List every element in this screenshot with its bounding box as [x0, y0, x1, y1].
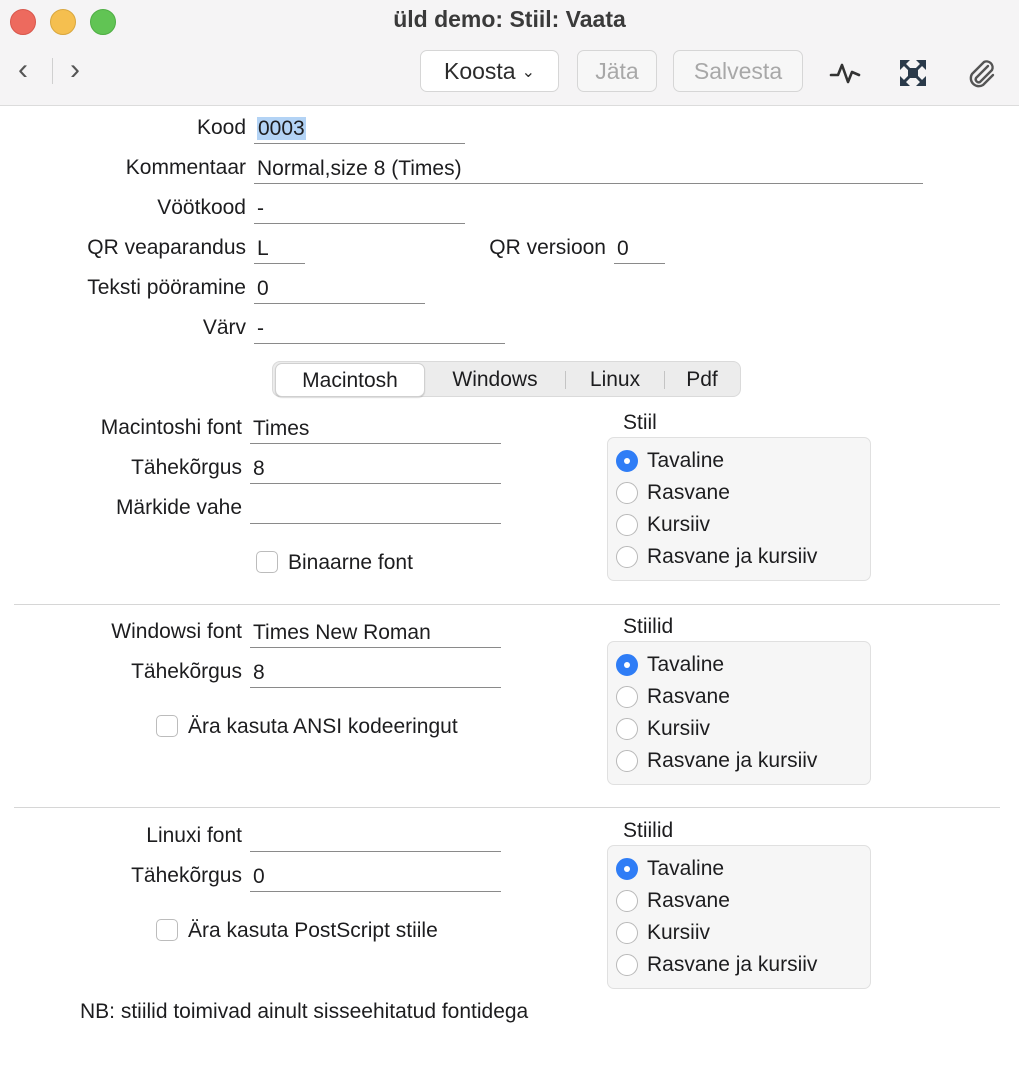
radio-label: Rasvane [647, 481, 730, 504]
checkbox-box[interactable] [156, 919, 178, 941]
macintosh-spacing-field[interactable] [250, 494, 501, 524]
linux-font-label: Linuxi font [146, 824, 242, 847]
windows-font-field[interactable]: Times New Roman [250, 618, 501, 648]
teksti-pooramine-label: Teksti pööramine [87, 276, 246, 299]
paperclip-icon[interactable] [964, 56, 998, 90]
tab-divider [565, 371, 566, 389]
qr-versioon-label: QR versioon [489, 236, 606, 259]
macintosh-style-heading: Stiil [623, 411, 657, 434]
platform-tabs [272, 361, 741, 397]
footnote: NB: stiilid toimivad ainult sisseehitatud fontidega [80, 1000, 529, 1023]
radio-icon[interactable] [616, 514, 638, 536]
macintosh-font-label: Macintoshi font [100, 416, 242, 439]
radio-label: Tavaline [647, 653, 725, 676]
radio-selected-icon[interactable] [616, 858, 638, 880]
checkbox-box[interactable] [256, 551, 278, 573]
tab-linux[interactable]: Linux [589, 368, 641, 391]
teksti-pooramine-field[interactable]: 0 [254, 274, 425, 304]
section-divider [14, 604, 1000, 605]
linux-style-heading: Stiilid [623, 819, 674, 842]
binary-font-label: Binaarne font [288, 551, 413, 574]
vootkood-field[interactable]: - [254, 194, 465, 224]
kood-label: Kood [196, 116, 246, 139]
kood-field[interactable] [254, 114, 465, 144]
radio-icon[interactable] [616, 482, 638, 504]
radio-icon[interactable] [616, 546, 638, 568]
radio-label: Kursiiv [647, 513, 711, 536]
nav-divider [52, 58, 53, 84]
ansi-label: Ära kasuta ANSI kodeeringut [188, 715, 458, 738]
radio-label: Rasvane [647, 889, 730, 912]
qr-veaparandus-label: QR veaparandus [87, 236, 246, 259]
section-divider [14, 807, 1000, 808]
back-chevron-icon[interactable]: ‹ [18, 53, 28, 86]
kood-value: 0003 [258, 117, 305, 140]
koosta-menu-button[interactable] [420, 50, 559, 92]
linux-size-label: Tähekõrgus [131, 864, 242, 887]
forward-chevron-icon[interactable]: › [70, 53, 80, 86]
radio-label: Tavaline [647, 449, 725, 472]
radio-icon[interactable] [616, 922, 638, 944]
windows-style-heading: Stiilid [623, 615, 674, 638]
macintosh-spacing-label: Märkide vahe [115, 496, 242, 519]
windows-size-field[interactable]: 8 [250, 658, 501, 688]
radio-selected-icon[interactable] [616, 654, 638, 676]
radio-icon[interactable] [616, 718, 638, 740]
linux-size-field[interactable]: 0 [250, 862, 501, 892]
macintosh-font-field[interactable]: Times [250, 414, 501, 444]
kommentaar-field[interactable]: Normal,size 8 (Times) [254, 154, 923, 184]
kommentaar-label: Kommentaar [125, 156, 246, 179]
radio-label: Kursiiv [647, 717, 711, 740]
radio-selected-icon[interactable] [616, 450, 638, 472]
koosta-label: Koosta [443, 58, 516, 84]
windows-font-label: Windowsi font [111, 620, 242, 643]
radio-icon[interactable] [616, 890, 638, 912]
vootkood-label: Vöötkood [157, 196, 246, 219]
expand-icon[interactable] [896, 56, 930, 90]
activity-icon[interactable] [828, 56, 862, 90]
window-toolbar [0, 0, 1019, 106]
macintosh-size-field[interactable]: 8 [250, 454, 501, 484]
radio-icon[interactable] [616, 750, 638, 772]
macintosh-size-label: Tähekõrgus [131, 456, 242, 479]
qr-veaparandus-field[interactable]: L [254, 234, 305, 264]
radio-label: Kursiiv [647, 921, 711, 944]
radio-label: Rasvane ja kursiiv [647, 749, 818, 772]
varv-label: Värv [202, 316, 246, 339]
radio-label: Rasvane [647, 685, 730, 708]
radio-icon[interactable] [616, 954, 638, 976]
tab-pdf[interactable]: Pdf [686, 368, 718, 391]
salvesta-button[interactable]: Salvesta [673, 50, 803, 92]
tab-divider [664, 371, 665, 389]
qr-versioon-field[interactable]: 0 [614, 234, 665, 264]
tab-macintosh[interactable]: Macintosh [275, 363, 425, 397]
linux-font-field[interactable] [250, 822, 501, 852]
radio-label: Rasvane ja kursiiv [647, 545, 818, 568]
postscript-label: Ära kasuta PostScript stiile [188, 919, 438, 942]
chevron-down-icon: ⌄ [521, 64, 535, 81]
varv-field[interactable]: - [254, 314, 505, 344]
tab-windows[interactable]: Windows [452, 368, 538, 391]
checkbox-box[interactable] [156, 715, 178, 737]
radio-label: Tavaline [647, 857, 725, 880]
radio-label: Rasvane ja kursiiv [647, 953, 818, 976]
window-title: üld demo: Stiil: Vaata [393, 6, 626, 32]
windows-size-label: Tähekõrgus [131, 660, 242, 683]
radio-icon[interactable] [616, 686, 638, 708]
jata-button[interactable]: Jäta [577, 50, 657, 92]
